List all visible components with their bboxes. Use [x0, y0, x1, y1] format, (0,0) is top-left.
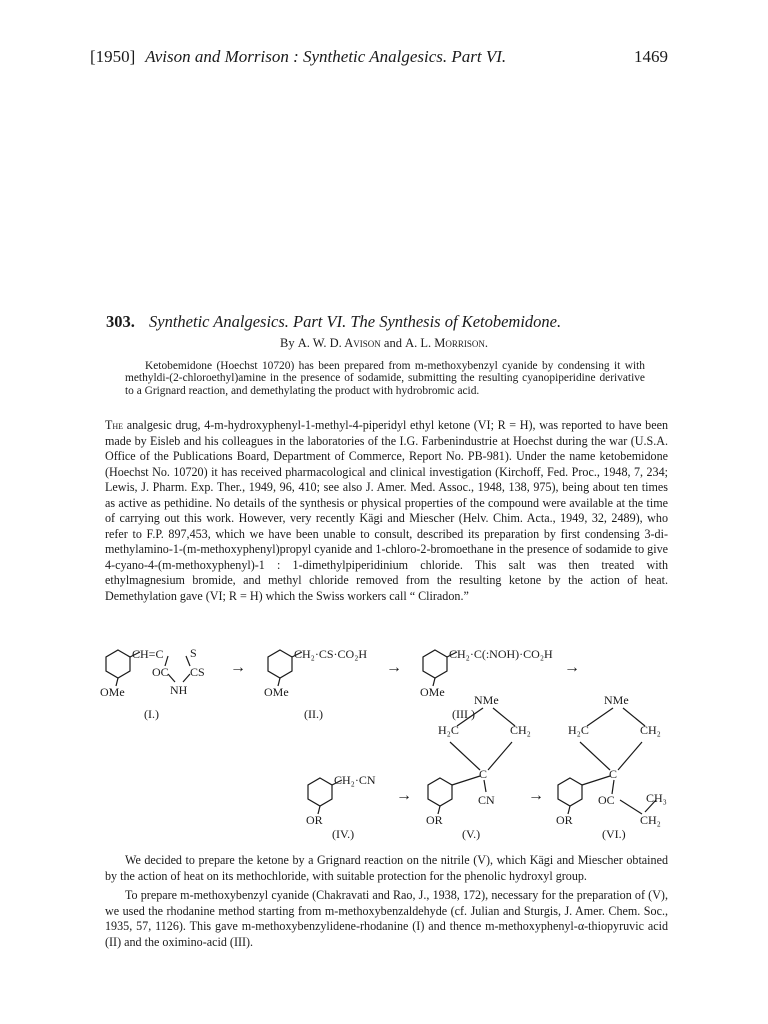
- frag-oc: OC: [152, 665, 169, 679]
- benzene-ring-ii: [268, 650, 292, 678]
- benzene-ring-vi: [558, 778, 582, 806]
- frag-cn-v: CN: [478, 793, 495, 807]
- paragraph-1-text: analgesic drug, 4-m-hydroxyphenyl-1-methyl-4-piperidyl ethyl ketone (VI; R = H), was reported to have been made by Eisleb and his colleagues in the laboratories of the I.G. Farbenindustrie at Hoechst during the war (U.S.A. Office of the Publications Board, Department of Commerce, Report No. PB-981). Under the name ketobemidone (Hoechst No. 10720) it has received pharmacological and clinical investigation (Kirchoff, Fed. Proc., 1948, 7, 234; Lewis, J. Pharm. Exp. Ther., 1949, 96, 410; see also J. Amer. Med. Assoc., 1948, 138, 975), being about ten times as active as pethidine. No details of the synthesis or physical properties of the compound were available at the time of carrying out this work. However, very recently Kägi and Miescher (Helv. Chim. Acta., 1949, 32, 2489), who refer to F.P. 897,453, which we have been unable to consult, described its preparation by first condensing 3-di-methylamino-1-(m-methoxyphenyl)propyl cyanide and 1-chloro-2-bromoethane in the presence of sodamide to give 4-cyano-4-(m-methoxyphenyl)-1 : 1-dimethylpiperidinium chloride. This salt was then treated with ethylmagnesium bromide, and methyl chloride removed from the resulting ketone by the action of heat. Demethylation gave (VI; R = H) which the Swiss workers call “ Cliradon.”: [105, 418, 668, 603]
- paragraph-2: We decided to prepare the ketone by a Grignard reaction on the nitrile (V), which Kägi and Miescher obtained by the action of heat on its methochloride, with suitable protection for the phenolic hydroxyl group.: [105, 853, 668, 883]
- frag-ch2-v: CH₂: [510, 723, 531, 737]
- paragraph-3: To prepare m-methoxybenzyl cyanide (Chakravati and Rao, J., 1938, 172), necessary for the preparation of (V), we used the rhodanine method starting from m-methoxybenzaldehyde (cf. Julian and Sturgis, J. Amer. Chem. Soc., 1935, 57, 1126). This gave m-methoxybenzylidene-rhodanine (I) and thence m-methoxyphenyl-α-thiopyruvic acid (II) and the oximino-acid (III).: [105, 888, 668, 949]
- frag-c-vi: C: [609, 767, 618, 781]
- label-i: (I.): [144, 707, 159, 721]
- article-title-text: Synthetic Analgesics. Part VI. The Synthesis of Ketobemidone.: [149, 312, 562, 331]
- article-title: [106, 312, 666, 332]
- frag-ii-chain: CH₂·CS·CO₂H: [294, 647, 368, 661]
- arrow-1: →: [230, 659, 246, 676]
- running-head: [90, 47, 668, 67]
- frag-h2c-vi: H₂C: [568, 723, 589, 737]
- author-line: [0, 336, 768, 351]
- frag-cs: CS: [190, 665, 205, 679]
- running-head-year: [1950]: [90, 47, 136, 66]
- paragraph-1: [105, 418, 668, 604]
- frag-ome-ii: OMe: [264, 685, 289, 699]
- frag-oc-vi: OC: [598, 793, 615, 807]
- benzene-ring-v: [428, 778, 452, 806]
- author-and: and: [383, 336, 402, 350]
- frag-c-v: C: [479, 767, 488, 781]
- label-v: (V.): [462, 827, 481, 841]
- frag-ch2-chain-vi: CH₂: [640, 813, 661, 827]
- arrow-2: →: [386, 659, 402, 676]
- article-number: 303.: [106, 312, 135, 331]
- abstract: Ketobemidone (Hoechst 10720) has been prepared from m-methoxybenzyl cyanide by condensing it with methyldi-(2-chloroethyl)amine in the presence of sodamide, submitting the resulting cyanopiperidine derivative to a Grignard reaction, and demethylating the product with hydrobromic acid.: [125, 360, 645, 397]
- frag-nh: NH: [170, 683, 188, 697]
- arrow-5: →: [528, 787, 544, 804]
- frag-ch-eq-c: CH=C: [132, 647, 164, 661]
- label-iii: (III.): [452, 707, 475, 721]
- author-1: A. W. D. Avison: [297, 336, 381, 350]
- label-iv: (IV.): [332, 827, 355, 841]
- arrow-3: →: [564, 659, 580, 676]
- label-vi: (VI.): [602, 827, 626, 841]
- frag-nme-vi: NMe: [604, 693, 629, 707]
- label-ii: (II.): [304, 707, 323, 721]
- benzene-ring-i: [106, 650, 130, 678]
- frag-iv-chain: CH₂·CN: [334, 773, 376, 787]
- frag-ome-iii: OMe: [420, 685, 445, 699]
- benzene-ring-iv: [308, 778, 332, 806]
- frag-ch2-vi: CH₂: [640, 723, 661, 737]
- frag-iii-chain: CH₂·C(:NOH)·CO₂H: [449, 647, 553, 661]
- paragraph-1-lead: The: [105, 418, 124, 432]
- reaction-scheme-svg: [90, 642, 680, 842]
- frag-h2c-v: H₂C: [438, 723, 459, 737]
- frag-s: S: [190, 646, 197, 660]
- running-head-text: Avison and Morrison : Synthetic Analgesics. Part VI.: [145, 47, 507, 66]
- frag-ome-i: OMe: [100, 685, 125, 699]
- frag-or-iv: OR: [306, 813, 323, 827]
- page-number: 1469: [634, 47, 668, 66]
- frag-nme-v: NMe: [474, 693, 499, 707]
- frag-ch3-vi: CH₃: [646, 791, 667, 805]
- author-by: By: [279, 336, 295, 350]
- frag-or-vi: OR: [556, 813, 573, 827]
- benzene-ring-iii: [423, 650, 447, 678]
- arrow-4: →: [396, 787, 412, 804]
- author-2: A. L. Morrison.: [405, 336, 489, 350]
- reaction-scheme: [90, 642, 680, 842]
- frag-or-v: OR: [426, 813, 443, 827]
